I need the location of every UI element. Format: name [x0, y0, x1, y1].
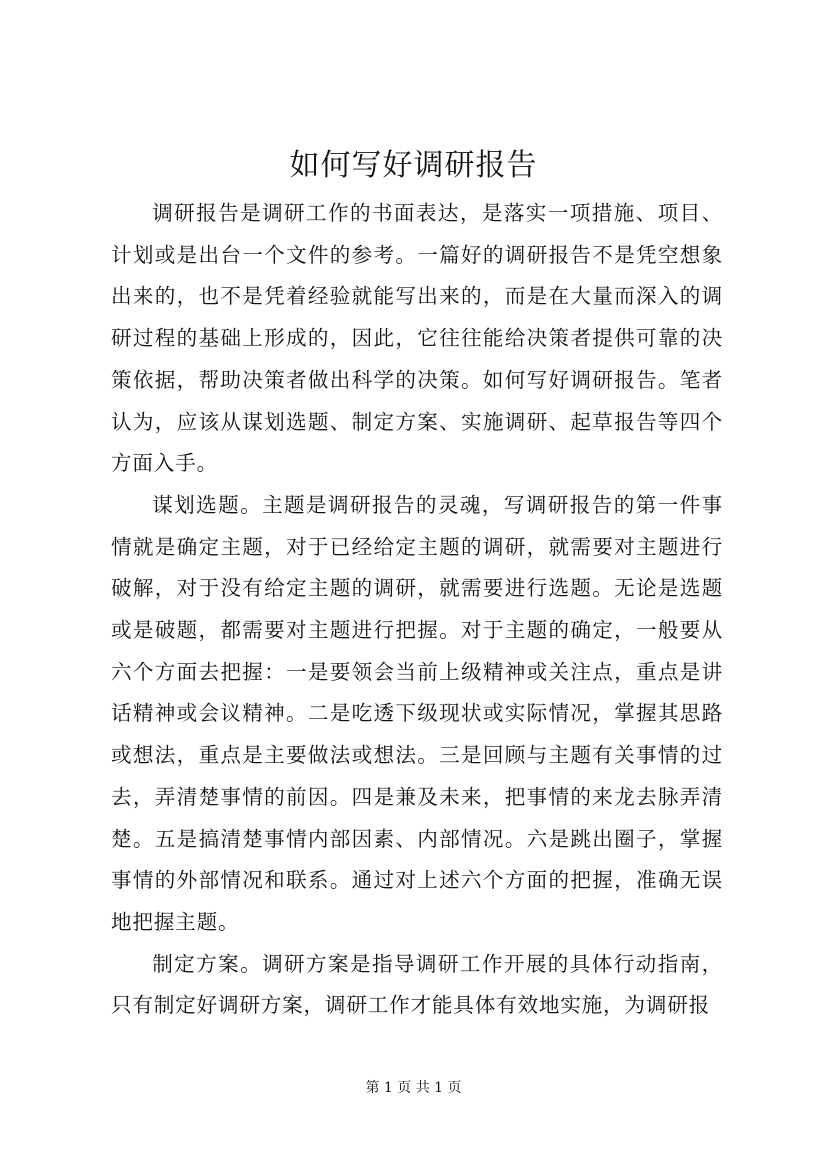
document-title: 如何写好调研报告 — [289, 148, 538, 183]
paragraph-topic-selection: 谋划选题。主题是调研报告的灵魂，写调研报告的第一件事情就是确定主题，对于已经给定主题的调研，就需要对主题进行破解，对于没有给定主题的调研，就需要进行选题。无论是选题或是破题，都需要对主题进行把握。对于主题的确定，一般要从六个方面去把握：一是要领会当前上级精神或关注点，重点是讲话精神或会议精神。二是吃透下级现状或实际情况，掌握其思路或想法，重点是主要做法或想法。三是回顾与主题有关事情的过去，弄清楚事情的前因。四是兼及未来，把事情的来龙去脉弄清楚。五是搞清楚事情内部因素、内部情况。六是跳出圈子，掌握事情的外部情况和联系。通过对上述六个方面的把握，准确无误地把握主题。 — [111, 492, 723, 934]
paragraph-intro: 调研报告是调研工作的书面表达，是落实一项措施、项目、计划或是出台一个文件的参考。一篇好的调研报告不是凭空想象出来的，也不是凭着经验就能写出来的，而是在大量而深入的调研过程的基础上形成的，因此，它往往能给决策者提供可靠的决策依据，帮助决策者做出科学的决策。如何写好调研报告。笔者认为，应该从谋划选题、制定方案、实施调研、起草报告等四个方面入手。 — [111, 201, 723, 476]
paragraph-plan: 制定方案。调研方案是指导调研工作开展的具体行动指南，只有制定好调研方案，调研工作才能具体有效地实施，为调研报 — [111, 951, 723, 1018]
page-footer: 第 1 页 共 1 页 — [365, 1080, 462, 1096]
document-body — [111, 193, 723, 1027]
